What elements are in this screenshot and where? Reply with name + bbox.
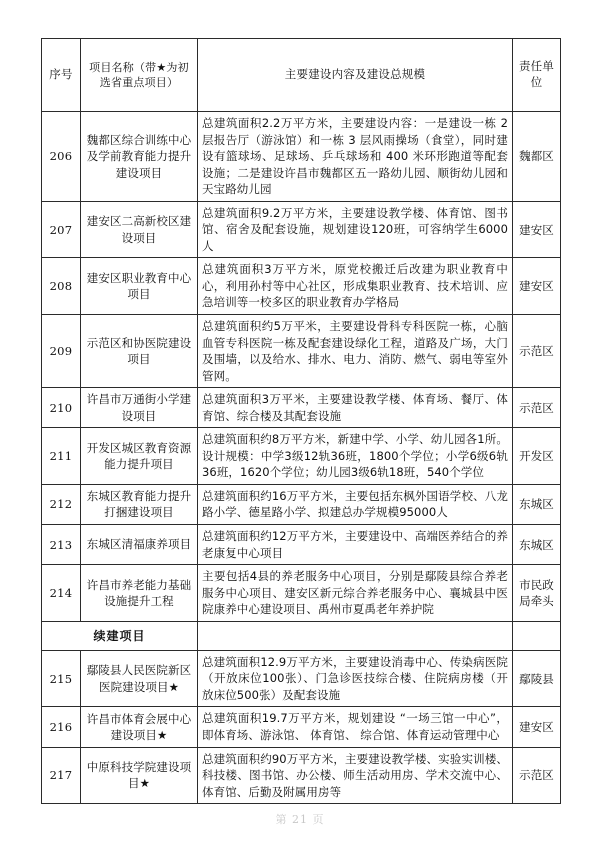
table-row — [42, 112, 561, 202]
cell-description: 总建筑面积9.2万平方米，主要建设教学楼、体育馆、图书馆、宿舍及配套设施，规划建设120班，可容纳学生6000人 — [198, 201, 513, 258]
cell-description: 总建筑面积约12万平方米，主要建设中、高端医养结合的养老康复中心项目 — [198, 525, 513, 565]
cell-responsible-unit: 鄢陵县 — [513, 650, 561, 707]
table-row — [42, 388, 561, 428]
table-body — [42, 39, 561, 804]
cell-project-name: 鄢陵县人民医院新区医院建设项目★ — [81, 650, 198, 707]
cell-project-name: 建安区职业教育中心项目 — [81, 258, 198, 315]
cell-sequence-number: 213 — [42, 525, 81, 565]
cell-project-name: 许昌市体育会展中心建设项目★ — [81, 707, 198, 747]
cell-responsible-unit: 建安区 — [513, 258, 561, 315]
section-divider-unit-blank — [513, 621, 561, 650]
cell-responsible-unit: 示范区 — [513, 388, 561, 428]
cell-project-name: 示范区和协医院建设项目 — [81, 315, 198, 388]
cell-project-name: 东城区清福康养项目 — [81, 525, 198, 565]
page-number-marker: 第 21 页 — [275, 813, 325, 826]
cell-project-name: 建安区二高新校区建设项目 — [81, 201, 198, 258]
table-row — [42, 525, 561, 565]
cell-sequence-number: 210 — [42, 388, 81, 428]
cell-description: 总建筑面积2.2万平方米，主要建设内容：一是建设一栋 2 层报告厅（游泳馆）和一栋 3 层风雨操场（食堂），同时建设有篮球场、足球场、乒乓球场和 400 米环形跑道等配套设施；二是建设许昌市魏都区五一路幼儿园、顺街幼儿园和天宝路幼儿园 — [198, 112, 513, 202]
cell-description: 总建筑面积19.7万平方米，规划建设 “一场三馆一中心”，即体育场、游泳馆、 体育馆、 综合馆、体育运动管理中心 — [198, 707, 513, 747]
cell-sequence-number: 212 — [42, 484, 81, 524]
column-header-project-name: 项目名称（带★为初选省重点项目） — [81, 39, 198, 112]
cell-sequence-number: 217 — [42, 747, 81, 804]
cell-responsible-unit: 建安区 — [513, 201, 561, 258]
column-header-description: 主要建设内容及建设总规模 — [198, 39, 513, 112]
cell-responsible-unit: 市民政局牵头 — [513, 565, 561, 622]
cell-description: 总建筑面积3万平米，主要建设教学楼、体育场、餐厅、体育馆、综合楼及其配套设施 — [198, 388, 513, 428]
cell-description: 总建筑面积约16万平方米，主要包括东枫外国语学校、八龙路小学、德星路小学、拟建总办学规模95000人 — [198, 484, 513, 524]
cell-project-name: 开发区城区教育资源能力提升项目 — [81, 428, 198, 485]
cell-description: 总建筑面积12.9万平方米，主要建设消毒中心、传染病医院（开放床位100张）、门急诊医技综合楼、住院病房楼（开放床位500张）及配套设施 — [198, 650, 513, 707]
cell-project-name: 魏都区综合训练中心及学前教育能力提升建设项目 — [81, 112, 198, 202]
cell-sequence-number: 211 — [42, 428, 81, 485]
cell-description: 总建筑面积约8万平方米，新建中学、小学、幼儿园各1所。设计规模：中学3级12轨36班，1800个学位；小学6级6轨36班，1620个学位；幼儿园3级6轨18班，540个学位 — [198, 428, 513, 485]
table-row — [42, 484, 561, 524]
section-divider-label: 续建项目 — [42, 621, 198, 650]
cell-project-name: 许昌市养老能力基础设施提升工程 — [81, 565, 198, 622]
cell-sequence-number: 216 — [42, 707, 81, 747]
table-row — [42, 565, 561, 622]
table-row — [42, 201, 561, 258]
table-row — [42, 707, 561, 747]
cell-project-name: 许昌市万通街小学建设项目 — [81, 388, 198, 428]
cell-sequence-number: 214 — [42, 565, 81, 622]
table-row — [42, 428, 561, 485]
cell-description: 主要包括4县的养老服务中心项目，分别是鄢陵县综合养老服务中心项目、建安区新元综合养老服务中心、襄城县中医院康养中心建设项目、禹州市夏禹老年养护院 — [198, 565, 513, 622]
cell-responsible-unit: 示范区 — [513, 315, 561, 388]
cell-project-name: 中原科技学院建设项目★ — [81, 747, 198, 804]
table-section-divider-row — [42, 621, 561, 650]
cell-sequence-number: 215 — [42, 650, 81, 707]
cell-responsible-unit: 魏都区 — [513, 112, 561, 202]
section-divider-description-blank — [198, 621, 513, 650]
table-header-row — [42, 39, 561, 112]
cell-responsible-unit: 东城区 — [513, 525, 561, 565]
cell-sequence-number: 209 — [42, 315, 81, 388]
table-row — [42, 258, 561, 315]
cell-sequence-number: 208 — [42, 258, 81, 315]
cell-responsible-unit: 开发区 — [513, 428, 561, 485]
cell-responsible-unit: 建安区 — [513, 707, 561, 747]
cell-responsible-unit: 东城区 — [513, 484, 561, 524]
project-list-table — [41, 38, 561, 804]
column-header-seq: 序号 — [42, 39, 81, 112]
cell-responsible-unit: 示范区 — [513, 747, 561, 804]
cell-description: 总建筑面积约90万平方米，主要建设教学楼、实验实训楼、科技楼、图书馆、办公楼、师生活动用房、学术交流中心、体育馆、后勤及附属用房等 — [198, 747, 513, 804]
cell-description: 总建筑面积约5万平米，主要建设骨科专科医院一栋，心脑血管专科医院一栋及配套建设绿化工程，道路及广场，大门及围墙，以及给水、排水、电力、消防、燃气、弱电等室外管网。 — [198, 315, 513, 388]
cell-description: 总建筑面积3万平方米，原党校搬迁后改建为职业教育中心，利用孙村等中心社区，形成集职业教育、技术培训、应急培训等一校多区的职业教育办学格局 — [198, 258, 513, 315]
cell-sequence-number: 206 — [42, 112, 81, 202]
table-row — [42, 747, 561, 804]
table-row — [42, 315, 561, 388]
cell-sequence-number: 207 — [42, 201, 81, 258]
table-row — [42, 650, 561, 707]
column-header-responsible-unit: 责任单位 — [513, 39, 561, 112]
cell-project-name: 东城区教育能力提升打捆建设项目 — [81, 484, 198, 524]
